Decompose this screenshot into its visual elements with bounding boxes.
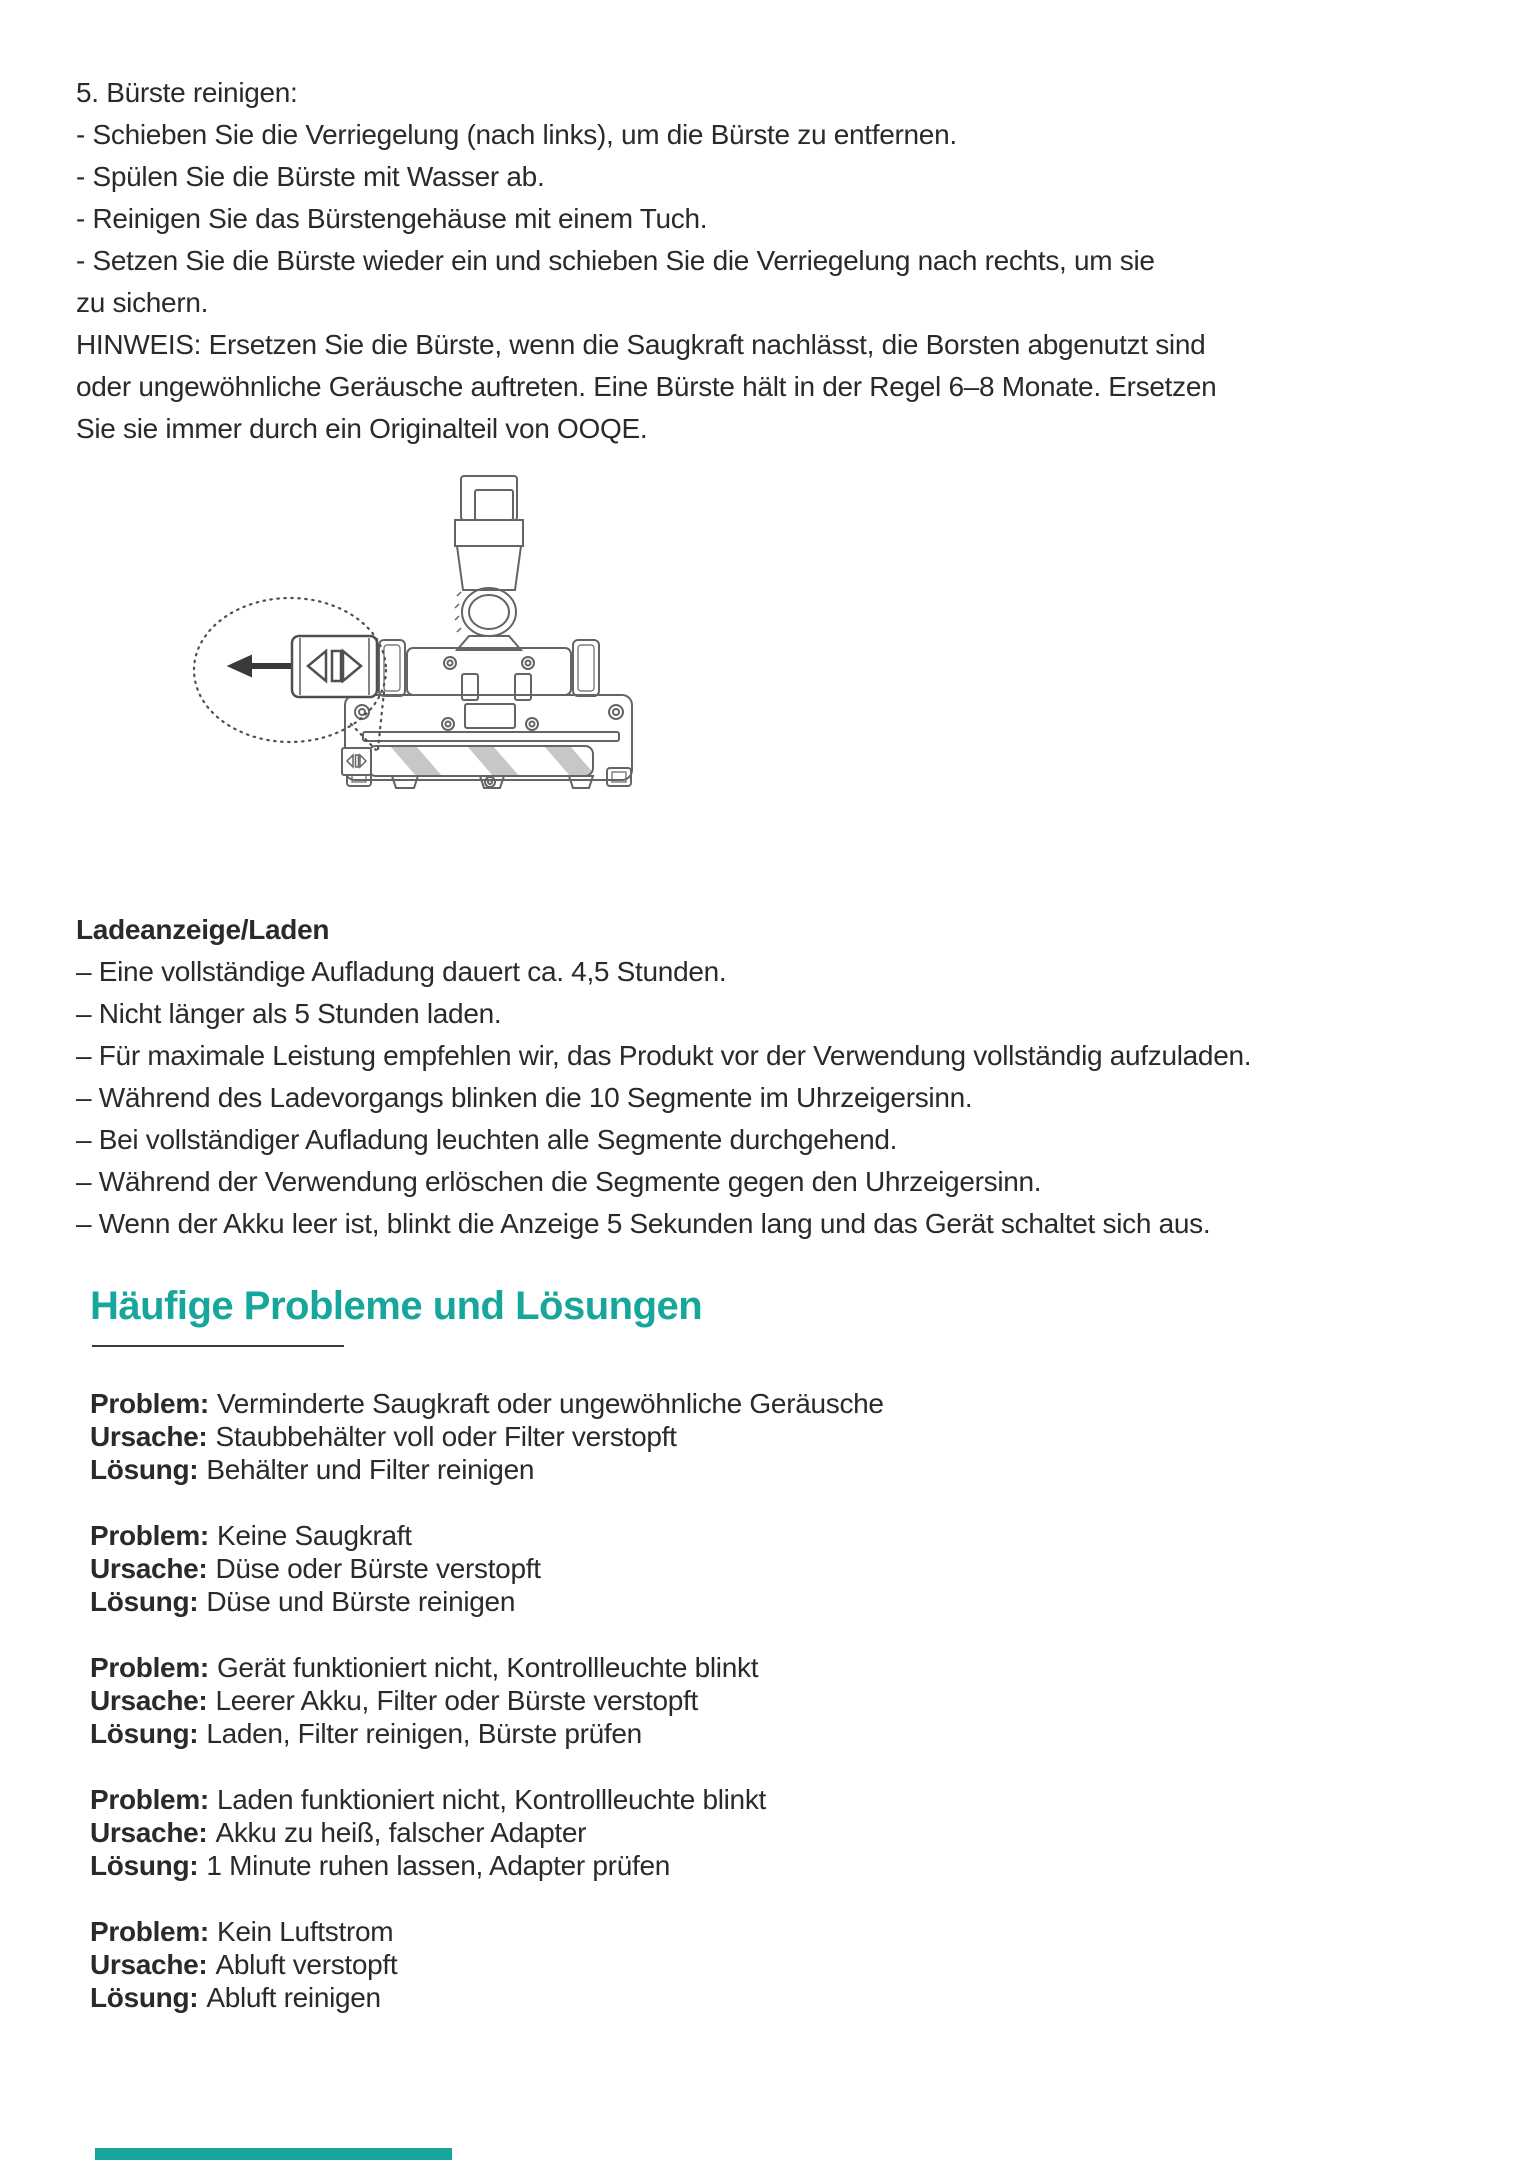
heading-divider [92,1345,344,1347]
cause-label: Ursache: [90,1421,208,1452]
cause-text: Staubbehälter voll oder Filter verstopft [215,1421,677,1452]
solution-text: Abluft reinigen [206,1982,381,2013]
charging-section-line: – Wenn der Akku leer ist, blinkt die Anzeige 5 Sekunden lang und das Gerät schaltet sich aus. [76,1208,1211,1239]
cause-label: Ursache: [90,1553,208,1584]
brush-roller [368,746,596,776]
solution-label: Lösung: [90,1586,199,1617]
brush-section-note-line: HINWEIS: Ersetzen Sie die Bürste, wenn die Saugkraft nachlässt, die Borsten abgenutzt sind [76,329,1206,360]
cause-text: Akku zu heiß, falscher Adapter [215,1817,587,1848]
charging-section [76,909,1251,1245]
brush-head-upper-deck [379,640,599,700]
brush-section-note-line: oder ungewöhnliche Geräusche auftreten. Eine Bürste hält in der Regel 6–8 Monate. Ersetzen [76,371,1217,402]
troubleshooting-heading: Häufige Probleme und Lösungen [90,1284,703,1328]
brush-head-illustration [125,460,915,900]
solution-label: Lösung: [90,1982,199,2013]
problem-label: Problem: [90,1388,209,1419]
brush-section-line: - Setzen Sie die Bürste wieder ein und schieben Sie die Verriegelung nach rechts, um sie [76,245,1155,276]
solution-text: Düse und Bürste reinigen [206,1586,516,1617]
brush-section-title: 5. Bürste reinigen: [76,77,298,108]
brush-section-line: - Reinigen Sie das Bürstengehäuse mit einem Tuch. [76,203,708,234]
problem-label: Problem: [90,1916,209,1947]
solution-text: Behälter und Filter reinigen [206,1454,535,1485]
troubleshooting-list [90,1387,884,2047]
brush-section-line: - Schieben Sie die Verriegelung (nach links), um die Bürste zu entfernen. [76,119,957,150]
problem-text: Verminderte Saugkraft oder ungewöhnliche Geräusche [216,1388,884,1419]
problem-text: Laden funktioniert nicht, Kontrollleuchte blinkt [216,1784,767,1815]
troubleshooting-item [90,1651,884,1750]
charging-section-line: – Für maximale Leistung empfehlen wir, das Produkt vor der Verwendung vollständig aufzuladen. [76,1040,1252,1071]
solution-label: Lösung: [90,1850,199,1881]
brush-head-neck [455,476,523,650]
brush-section-note-line: Sie sie immer durch ein Originalteil von OOQE. [76,413,648,444]
troubleshooting-item [90,1783,884,1882]
charging-section-line: – Während der Verwendung erlöschen die Segmente gegen den Uhrzeigersinn. [76,1166,1042,1197]
charging-section-line: – Nicht länger als 5 Stunden laden. [76,998,502,1029]
troubleshooting-item [90,1519,884,1618]
charging-section-line: – Eine vollständige Aufladung dauert ca. 4,5 Stunden. [76,956,727,987]
solution-text: Laden, Filter reinigen, Bürste prüfen [206,1718,642,1749]
footer-accent-bar [95,2148,452,2160]
charging-section-line: – Während des Ladevorgangs blinken die 10 Segmente im Uhrzeigersinn. [76,1082,973,1113]
solution-text: 1 Minute ruhen lassen, Adapter prüfen [206,1850,670,1881]
brush-head-diagram [125,460,915,900]
brush-section-line: zu sichern. [76,287,209,318]
problem-label: Problem: [90,1520,209,1551]
solution-label: Lösung: [90,1718,199,1749]
troubleshooting-item [90,1387,884,1486]
cause-label: Ursache: [90,1817,208,1848]
problem-text: Gerät funktioniert nicht, Kontrollleuchte blinkt [216,1652,759,1683]
problem-label: Problem: [90,1652,209,1683]
device-lock-icon [342,748,371,775]
unlock-direction-arrow-icon [229,656,291,676]
cause-label: Ursache: [90,1685,208,1716]
problem-text: Keine Saugkraft [216,1520,412,1551]
charging-section-line: – Bei vollständiger Aufladung leuchten alle Segmente durchgehend. [76,1124,898,1155]
problem-label: Problem: [90,1784,209,1815]
cause-text: Düse oder Bürste verstopft [215,1553,541,1584]
lock-detail-callout [194,598,386,750]
cause-text: Leerer Akku, Filter oder Bürste verstopft [215,1685,699,1716]
brush-cleaning-section [76,72,1216,450]
brush-section-line: - Spülen Sie die Bürste mit Wasser ab. [76,161,545,192]
solution-label: Lösung: [90,1454,199,1485]
problem-text: Kein Luftstrom [216,1916,394,1947]
troubleshooting-item [90,1915,884,2014]
charging-section-title: Ladeanzeige/Laden [76,914,330,945]
cause-label: Ursache: [90,1949,208,1980]
cause-text: Abluft verstopft [215,1949,398,1980]
slide-lock-icon [292,636,377,697]
